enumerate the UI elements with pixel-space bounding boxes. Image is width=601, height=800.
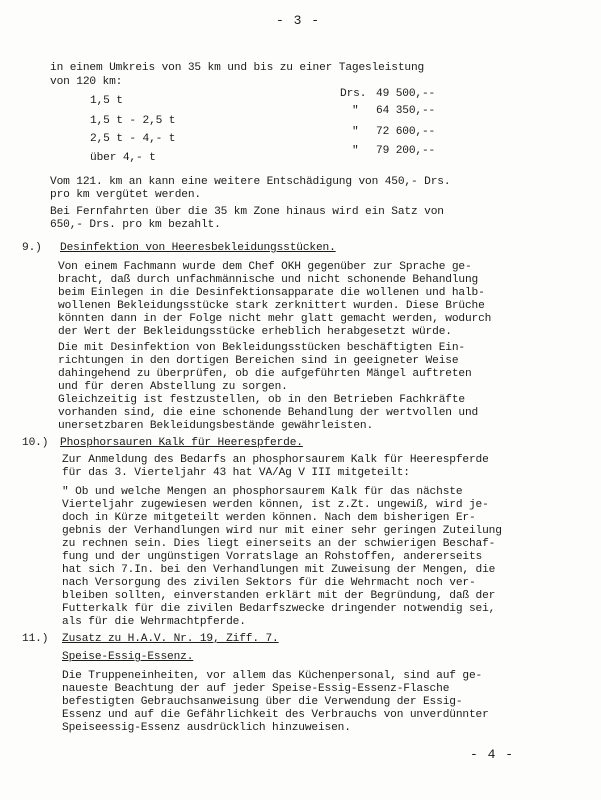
section-10-quote-line: Vierteljahr zugewiesen werden können, ist z.Zt. ungewiß, wird je- (62, 499, 489, 511)
intro-line-1: in einem Umkreis von 35 km und bis zu einer Tagesleistung (50, 62, 425, 74)
section-9-title: Desinfektion von Heeresbekleidungsstücken. (60, 242, 336, 254)
section-11-para-line: Speiseessig-Essenz ausdrücklich hinzuweisen. (62, 722, 351, 734)
section-10-intro-line: für das 3. Vierteljahr 43 hat VA/Ag V III mitgeteilt: (62, 467, 410, 479)
rate-amount-4: 79 200,-- (376, 145, 436, 157)
section-9-para2-line: dahingehend zu überprüfen, ob die aufgeführten Mängel auftreten (58, 368, 472, 380)
section-10-quote-line: hat sich 7.In. bei den Verhandlungen mit Zuweisung der Mengen, die (62, 564, 496, 576)
section-9-para2-line: richtungen in den dortigen Bereichen sind in geeigneter Weise (58, 355, 459, 367)
rate-amount-3: 72 600,-- (376, 126, 436, 138)
rate-weight-4: über 4,- t (90, 152, 156, 164)
section-11-para-line: naueste Beachtung der auf jeder Speise-Essig-Essenz-Flasche (62, 683, 450, 695)
section-10-title: Phosphorsauren Kalk für Heerespferde. (60, 437, 303, 449)
section-11-para-line: Essenz und auf die Gefährlichkeit des Verbrauchs von unverdünnter (62, 709, 489, 721)
extra-line-1: Vom 121. km an kann eine weitere Entschädigung von 450,- Drs. (50, 176, 451, 188)
section-11-para-line: befestigten Gebrauchsanweisung über die Verwendung der Essig- (62, 696, 463, 708)
rate-prefix-2: " (352, 105, 359, 117)
section-10-quote-line: bleiben sollten, einverstanden erklärt mit der Begründung, daß der (62, 590, 496, 602)
section-10-quote-line: nach Versorgung des zivilen Sektors für die Wehrmacht noch ver- (62, 577, 476, 589)
extra-line-3: Bei Fernfahrten über die 35 km Zone hinaus wird ein Satz von (50, 206, 444, 218)
section-9-para1-line: beim Einlegen in die Desinfektionsapparate die wollenen und halb- (58, 287, 485, 299)
section-10-number: 10.) (22, 437, 49, 449)
section-10-quote-line: zu rechnen sein. Dies liegt einerseits an der schwierigen Beschaf- (62, 538, 496, 550)
rate-weight-2: 1,5 t - 2,5 t (90, 115, 176, 127)
section-9-para1-line: Von einem Fachmann wurde dem Chef OKH gegenüber zur Sprache ge- (58, 261, 472, 273)
extra-line-2: pro km vergütet werden. (50, 189, 201, 201)
section-9-para1-line: der Wert der Bekleidungsstücke erheblich herabgesetzt würde. (58, 326, 452, 338)
section-9-para2-line: Die mit Desinfektion von Bekleidungsstücken beschäftigten Ein- (58, 342, 465, 354)
rate-prefix-1: Drs. (340, 88, 367, 100)
section-10-quote-line: Futterkalk für die zivilen Bedarfszwecke dringender notwendig sei, (62, 603, 496, 615)
section-11-title-1: Zusatz zu H.A.V. Nr. 19, Ziff. 7. (62, 633, 279, 645)
intro-line-2: von 120 km: (50, 76, 123, 88)
section-10-quote-line: " Ob und welche Mengen an phosphorsaurem Kalk für das nächste (62, 486, 463, 498)
section-10-intro-line: Zur Anmeldung des Bedarfs an phosphorsaurem Kalk für Heerespferde (62, 454, 489, 466)
section-10-quote-line: als für die Wehrmachtpferde. (62, 616, 246, 628)
section-9-para1-line: bracht, daß durch unfachmännische und nicht schonende Behandlung (58, 274, 479, 286)
rate-amount-1: 49 500,-- (376, 88, 436, 100)
section-9-para2-line: Gleichzeitig ist festzustellen, ob in den Betrieben Fachkräfte (58, 394, 465, 406)
section-9-number: 9.) (22, 242, 42, 254)
section-11-title-2: Speise-Essig-Essenz. (62, 651, 194, 663)
section-11-number: 11.) (22, 633, 49, 645)
section-9-para2-line: vorhanden sind, die eine schonende Behandlung der wertvollen und (58, 407, 479, 419)
rate-prefix-4: " (352, 145, 359, 157)
rate-amount-2: 64 350,-- (376, 105, 436, 117)
rate-prefix-3: " (352, 126, 359, 138)
extra-line-4: 650,- Drs. pro km bezahlt. (50, 219, 221, 231)
bottom-page-number: - 4 - (470, 747, 515, 762)
section-9-para1-line: könnten dann in der Folge nicht mehr glatt gemacht werden, wodurch (58, 313, 492, 325)
top-page-number: - 3 - (276, 13, 321, 28)
rate-weight-1: 1,5 t (90, 95, 123, 107)
section-9-para2-line: und für deren Abstellung zu sorgen. (58, 381, 288, 393)
section-10-quote-line: doch in Kürze mitgeteilt werden können. Nach dem bisherigen Er- (62, 512, 476, 524)
section-10-quote-line: fung und der ungünstigen Vorratslage an Rohstoffen, andererseits (62, 551, 483, 563)
section-9-para1-line: wollenen Bekleidungsstücke stark zerknittert wurden. Diese Brüche (58, 300, 485, 312)
section-11-para-line: Die Truppeneinheiten, vor allem das Küchenpersonal, sind auf ge- (62, 670, 483, 682)
rate-weight-3: 2,5 t - 4,- t (90, 133, 176, 145)
section-10-quote-line: gebnis der Verhandlungen wird nur mit einer sehr geringen Zuteilung (62, 525, 502, 537)
section-9-para2-line: unersetzbaren Bekleidungsbestände gewährleisten. (58, 420, 374, 432)
